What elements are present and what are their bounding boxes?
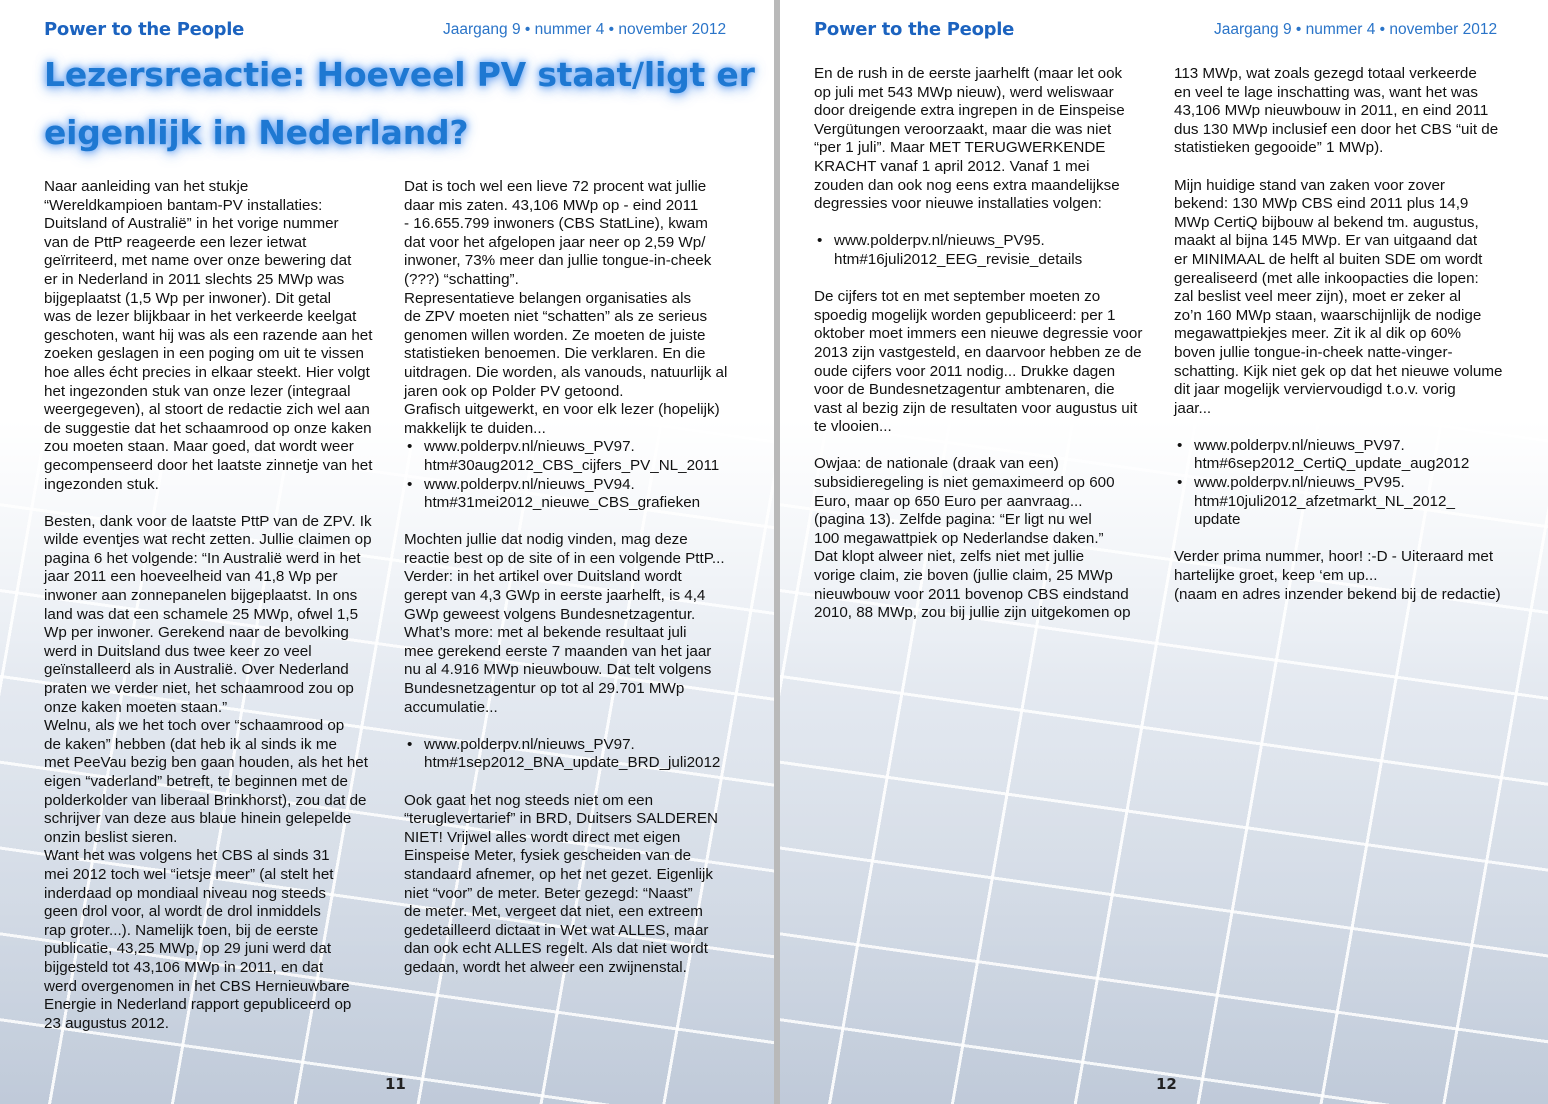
- text-line: Verder prima nummer, hoor! :-D - Uiteraard met: [1174, 548, 1494, 566]
- text-line: makkelijk te duiden...: [404, 419, 546, 437]
- text-line: 43,106 MWp nieuwbouw in 2011, en eind 2011: [1174, 102, 1489, 120]
- text-line: megawattpiekjes meer. Zit ik al dik op 60%: [1174, 325, 1462, 343]
- text-line: MWp CertiQ bijbouw al bekend tm. augustus,: [1174, 213, 1479, 231]
- paragraph-gap: [404, 773, 727, 792]
- masthead: Power to the People: [44, 19, 244, 40]
- text-line: mee gerekend eerste 7 maanden van het jaar: [404, 642, 712, 660]
- text-line: vorige claim, zie boven (jullie claim, 25 MWp: [814, 567, 1113, 585]
- text-line: “per 1 juli”. Maar MET TERUGWERKENDE: [814, 139, 1106, 157]
- text-line: de kaken” hebben (dat heb ik al sinds ik me: [44, 735, 337, 753]
- text-column-1: [44, 178, 372, 1033]
- text-line: bijgesteld tot 43,106 MWp in 2011, en dat: [44, 958, 324, 976]
- text-line: Besten, dank voor de laatste PttP van de ZPV. Ik: [44, 512, 372, 530]
- text-line: Duitsland of Australië” in het vorige nummer: [44, 215, 339, 233]
- paragraph-gap: [814, 270, 1142, 289]
- text-line: dus 130 MWp inclusief een door het CBS “uit de: [1174, 120, 1499, 138]
- paragraph-gap: [1174, 158, 1502, 177]
- text-line: spoedig mogelijk worden gepubliceerd: per 1: [814, 306, 1116, 324]
- text-column-2: [404, 178, 727, 978]
- paragraph-gap: [814, 437, 1142, 456]
- text-line: uitdragen. Die worden, als vanouds, natuurlijk al: [404, 363, 728, 381]
- text-line: What’s more: met al bekende resultaat juli: [404, 624, 687, 642]
- text-line: inwoner aan zonnepanelen bijgeplaatst. In ons: [44, 587, 358, 605]
- text-column-4: [1174, 65, 1502, 604]
- text-line: jaren ook op Polder PV getoond.: [404, 382, 624, 400]
- text-line: schatting. Kijk niet gek op dat het nieuwe volume: [1174, 362, 1503, 380]
- text-line: oktober moet immers een nieuwe degressie voor: [814, 325, 1143, 343]
- paragraph-gap: [404, 513, 727, 532]
- text-line: Mijn huidige stand van zaken voor zover: [1174, 176, 1445, 194]
- text-line: accumulatie...: [404, 698, 498, 716]
- text-line: pagina 6 het volgende: “In Australië werd in het: [44, 549, 361, 567]
- text-line: (pagina 13). Zelfde pagina: “Er ligt nu wel: [814, 511, 1092, 529]
- text-line: Einspeise Meter, fysiek gescheiden van de: [404, 847, 692, 865]
- text-line: 100 megawattpiek op Nederlandse daken.”: [814, 529, 1104, 547]
- text-line: statistieken benoemen. Die verklaren. En die: [404, 345, 706, 363]
- text-line: werd in Duitsland dus twee keer zo veel: [44, 642, 312, 660]
- text-line: onzin beslist sieren.: [44, 828, 178, 846]
- text-line: mei 2012 toch wel “ietsje meer” (al stelt het: [44, 865, 334, 883]
- bullet-link-line: • www.polderpv.nl/nieuws_PV97.: [404, 736, 727, 755]
- text-line: degressies voor nieuwe installaties volgen:: [814, 195, 1102, 213]
- text-line: 113 MWp, wat zoals gezegd totaal verkeerde: [1174, 65, 1477, 82]
- text-line: Wp per inwoner. Gerekend naar de bevolking: [44, 624, 349, 642]
- text-line: bekend: 130 MWp CBS eind 2011 plus 14,9: [1174, 195, 1469, 213]
- text-line: inderdaad op mondiaal niveau nog steeds: [44, 884, 327, 902]
- text-line: Vergütungen veroorzaakt, maar die was niet: [814, 120, 1112, 138]
- page-number: 12: [1156, 1075, 1177, 1093]
- text-line: - 16.655.799 inwoners (CBS StatLine), kwam: [404, 215, 708, 233]
- text-line: hoe alles écht precies in elkaar steekt. Hier volgt: [44, 363, 370, 381]
- text-line: 2013 zijn vastgesteld, en daarvoor hebben ze de: [814, 343, 1142, 361]
- text-line: voor de Bundesnetzagentur ambtenaren, die: [814, 381, 1115, 399]
- text-line: ingezonden stuk.: [44, 475, 159, 493]
- text-line: praten we verder niet, het schaamrood zou op: [44, 680, 354, 698]
- bullet-link-line: • www.polderpv.nl/nieuws_PV95.: [814, 232, 1142, 251]
- text-line: statistieken gegooide” 1 MWp).: [1174, 139, 1384, 157]
- text-line: subsidieregeling is niet gemaximeerd op 600: [814, 474, 1115, 492]
- text-line: zouden dan ook nog eens extra maandelijkse: [814, 176, 1120, 194]
- text-line: dan ook echt ALLES regelt. Als dat niet wordt: [404, 940, 708, 958]
- issue-info: Jaargang 9 • nummer 4 • november 2012: [443, 21, 727, 38]
- text-line: daar mis zaten. 43,106 MWp op - eind 2011: [404, 196, 699, 214]
- text-line: oude cijfers voor 2011 nodig... Drukke dagen: [814, 362, 1116, 380]
- text-line: gedaan, wordt het alweer een zwijnenstal.: [404, 958, 687, 976]
- paragraph-gap: [814, 214, 1142, 233]
- text-line: “Wereldkampioen bantam-PV installaties:: [44, 196, 323, 214]
- text-line: Euro, maar op 650 Euro per aanvraag...: [814, 492, 1083, 510]
- article-headline: [44, 46, 755, 162]
- text-line: geen drol voor, al wordt de drol inmiddels: [44, 903, 321, 921]
- paragraph-gap: [1174, 530, 1502, 549]
- text-line: de suggestie dat het schaamrood op onze kaken: [44, 419, 372, 437]
- bullet-link-line: • www.polderpv.nl/nieuws_PV94.: [404, 476, 727, 495]
- text-line: vast al bezig zijn de resultaten voor augustus uit: [814, 399, 1138, 417]
- text-line: Owjaa: de nationale (draak van een): [814, 455, 1059, 473]
- text-line: (???) “schatting”.: [404, 270, 519, 288]
- text-line: 2010, 88 MWp, zou bij jullie zijn uitgekomen op: [814, 604, 1131, 622]
- text-line: en veel te lage inschatting was, want het was: [1174, 83, 1478, 101]
- link-continuation-line: htm#1sep2012_BNA_update_BRD_juli2012: [424, 754, 721, 772]
- link-continuation-line: htm#31mei2012_nieuwe_CBS_grafieken: [424, 494, 701, 512]
- text-line: de meter. Met, vergeet dat niet, een extreem: [404, 903, 703, 921]
- text-line: Naar aanleiding van het stukje: [44, 178, 249, 195]
- text-line: Welnu, als we het toch over “schaamrood op: [44, 717, 345, 735]
- text-line: Mochten jullie dat nodig vinden, mag deze: [404, 531, 688, 549]
- link-continuation-line: htm#16juli2012_EEG_revisie_details: [834, 250, 1083, 268]
- text-line: rap groter...). Namelijk toen, bij de eerste: [44, 921, 319, 939]
- text-line: GWp geweest volgens Bundesnetzagentur.: [404, 605, 696, 623]
- text-line: dit jaar mogelijk verviervoudigd t.o.v. vorig: [1174, 381, 1456, 399]
- text-line: het ingezonden stuk van onze lezer (integraal: [44, 382, 351, 400]
- text-line: Dat is toch wel een lieve 72 procent wat jullie: [404, 178, 707, 195]
- bullet-link-line: • www.polderpv.nl/nieuws_PV95.: [1174, 474, 1502, 493]
- text-line: op juli met 543 MWp nieuw), werd weliswaar: [814, 83, 1114, 101]
- text-line: bijgeplaatst (1,5 Wp per inwoner). Dit getal: [44, 289, 332, 307]
- text-line: 23 augustus 2012.: [44, 1014, 169, 1032]
- text-line: Bundesnetzagentur op tot al 29.701 MWp: [404, 680, 685, 698]
- text-line: Want het was volgens het CBS al sinds 31: [44, 847, 330, 865]
- text-line: “teruglevertarief” in BRD, Duitsers SALDEREN: [404, 810, 718, 828]
- text-line: er in Nederland in 2011 slechts 25 MWp was: [44, 270, 345, 288]
- text-line: te vlooien...: [814, 418, 892, 436]
- paragraph-gap: [44, 494, 372, 513]
- text-line: weergegeven), al stoort de redactie zich wel aan: [44, 401, 370, 419]
- text-column-3: [814, 65, 1142, 623]
- text-line: KRACHT vanaf 1 april 2012. Vanaf 1 mei: [814, 157, 1090, 175]
- text-line: Ook gaat het nog steeds niet om een: [404, 791, 654, 809]
- bullet-link-line: • www.polderpv.nl/nieuws_PV97.: [1174, 437, 1502, 456]
- text-line: was de lezer blijkbaar in het verkeerde keelgat: [44, 308, 357, 326]
- text-line: hartelijke groet, keep ‘em up...: [1174, 567, 1378, 585]
- text-line: geïrriteerd, met name over onze bewering dat: [44, 252, 352, 270]
- text-line: schrijver van deze aus blaue hinein gelepelde: [44, 810, 352, 828]
- paragraph-gap: [404, 717, 727, 736]
- headline-line-1: Lezersreactie: Hoeveel PV staat/ligt er: [44, 55, 755, 94]
- text-line: (naam en adres inzender bekend bij de redactie): [1174, 585, 1501, 603]
- page-number: 11: [385, 1075, 406, 1093]
- text-line: De cijfers tot en met september moeten zo: [814, 288, 1101, 306]
- text-line: gerealiseerd (met alle inkoopacties die lopen:: [1174, 269, 1479, 287]
- issue-info: Jaargang 9 • nummer 4 • november 2012: [1214, 21, 1498, 38]
- text-line: standaard afnemer, op het net gezet. Eigenlijk: [404, 865, 714, 883]
- link-continuation-line: htm#30aug2012_CBS_cijfers_PV_NL_2011: [424, 456, 720, 474]
- text-line: gedetailleerd dictaat in Wet wat ALLES, maar: [404, 921, 709, 939]
- text-line: Grafisch uitgewerkt, en voor elk lezer (hopelijk): [404, 401, 720, 419]
- masthead: Power to the People: [814, 19, 1014, 40]
- text-line: de ZPV moeten niet “schatten” als ze serieus: [404, 308, 708, 326]
- text-line: gecompenseerd door het laatste zinnetje van het: [44, 456, 373, 474]
- text-line: niet “voor” de meter. Beter gezegd: “Naast”: [404, 884, 693, 902]
- text-line: nieuwbouw voor 2011 bovenop CBS eindstand: [814, 585, 1129, 603]
- text-line: eigen “vaderland” betreft, te beginnen met de: [44, 773, 348, 790]
- text-line: nu al 4.916 MWp nieuwbouw. Dat telt volgens: [404, 661, 712, 679]
- link-continuation-line: update: [1194, 511, 1241, 529]
- text-line: jaar...: [1174, 399, 1212, 417]
- text-line: geïnstalleerd als in Australië. Over Nederland: [44, 661, 349, 679]
- text-line: door dreigende extra ingrepen in de Einspeise: [814, 102, 1125, 120]
- text-line: boven jullie tongue-in-cheek natte-vinger-: [1174, 343, 1453, 361]
- text-line: maakt al bijna 145 MWp. Er van uitgaand dat: [1174, 232, 1478, 250]
- text-line: publicatie, 43,25 MWp, op 29 juni werd dat: [44, 940, 332, 958]
- link-continuation-line: htm#6sep2012_CertiQ_update_aug2012: [1194, 455, 1470, 473]
- text-line: onze kaken moeten staan.”: [44, 698, 228, 716]
- text-line: gerept van 4,3 GWp in eerste jaarhelft, is 4,4: [404, 587, 706, 605]
- text-line: reactie best op de site of in een volgende PttP...: [404, 549, 725, 567]
- bullet-link-line: • www.polderpv.nl/nieuws_PV97.: [404, 438, 727, 457]
- text-line: Verder: in het artikel over Duitsland wordt: [404, 568, 682, 586]
- text-line: jaar 2011 een hoeveelheid van 41,8 Wp per: [44, 568, 338, 586]
- text-line: zo’n 160 MWp staan, waarschijnlijk de nodige: [1174, 306, 1482, 324]
- text-line: zal beslist veel meer zijn), moet er zeker al: [1174, 288, 1461, 306]
- page-right: [780, 0, 1548, 1104]
- text-line: polderkolder van liberaal Brinkhorst), zou dat de: [44, 791, 367, 809]
- text-line: land was dat een schamele 25 MWp, ofwel 1,5: [44, 605, 359, 623]
- text-line: wilde eventjes wat recht zetten. Jullie claimen op: [44, 531, 372, 549]
- text-line: En de rush in de eerste jaarhelft (maar let ook: [814, 65, 1123, 82]
- headline-line-2: eigenlijk in Nederland?: [44, 113, 469, 152]
- text-line: Representatieve belangen organisaties als: [404, 289, 692, 307]
- text-line: zoeken geslagen in een poging om uit te vissen: [44, 345, 364, 363]
- text-line: NIET! Vrijwel alles wordt direct met eigen: [404, 828, 681, 846]
- text-line: geschoten, want hij was als een razende aan het: [44, 326, 373, 344]
- paragraph-gap: [1174, 418, 1502, 437]
- text-line: genomen willen worden. Ze moeten de juiste: [404, 326, 706, 344]
- text-line: Dat klopt alweer niet, zelfs niet met jullie: [814, 548, 1085, 566]
- text-line: met PeeVau bezig ben gaan houden, als het het: [44, 754, 368, 772]
- text-line: zou moeten staan. Maar goed, dat wordt weer: [44, 438, 354, 456]
- text-line: inwoner, 73% meer dan jullie tongue-in-cheek: [404, 252, 712, 270]
- link-continuation-line: htm#10juli2012_afzetmarkt_NL_2012_: [1194, 492, 1455, 510]
- text-line: er MINIMAAL de helft al buiten SDE om wordt: [1174, 250, 1483, 268]
- text-line: werd overgenomen in het CBS Hernieuwbare: [44, 977, 350, 995]
- text-line: dat voor het afgelopen jaar neer op 2,59 Wp/: [404, 233, 706, 251]
- text-line: van de PttP reageerde een lezer ietwat: [44, 233, 307, 251]
- text-line: Energie in Nederland rapport gepubliceerd op: [44, 996, 352, 1014]
